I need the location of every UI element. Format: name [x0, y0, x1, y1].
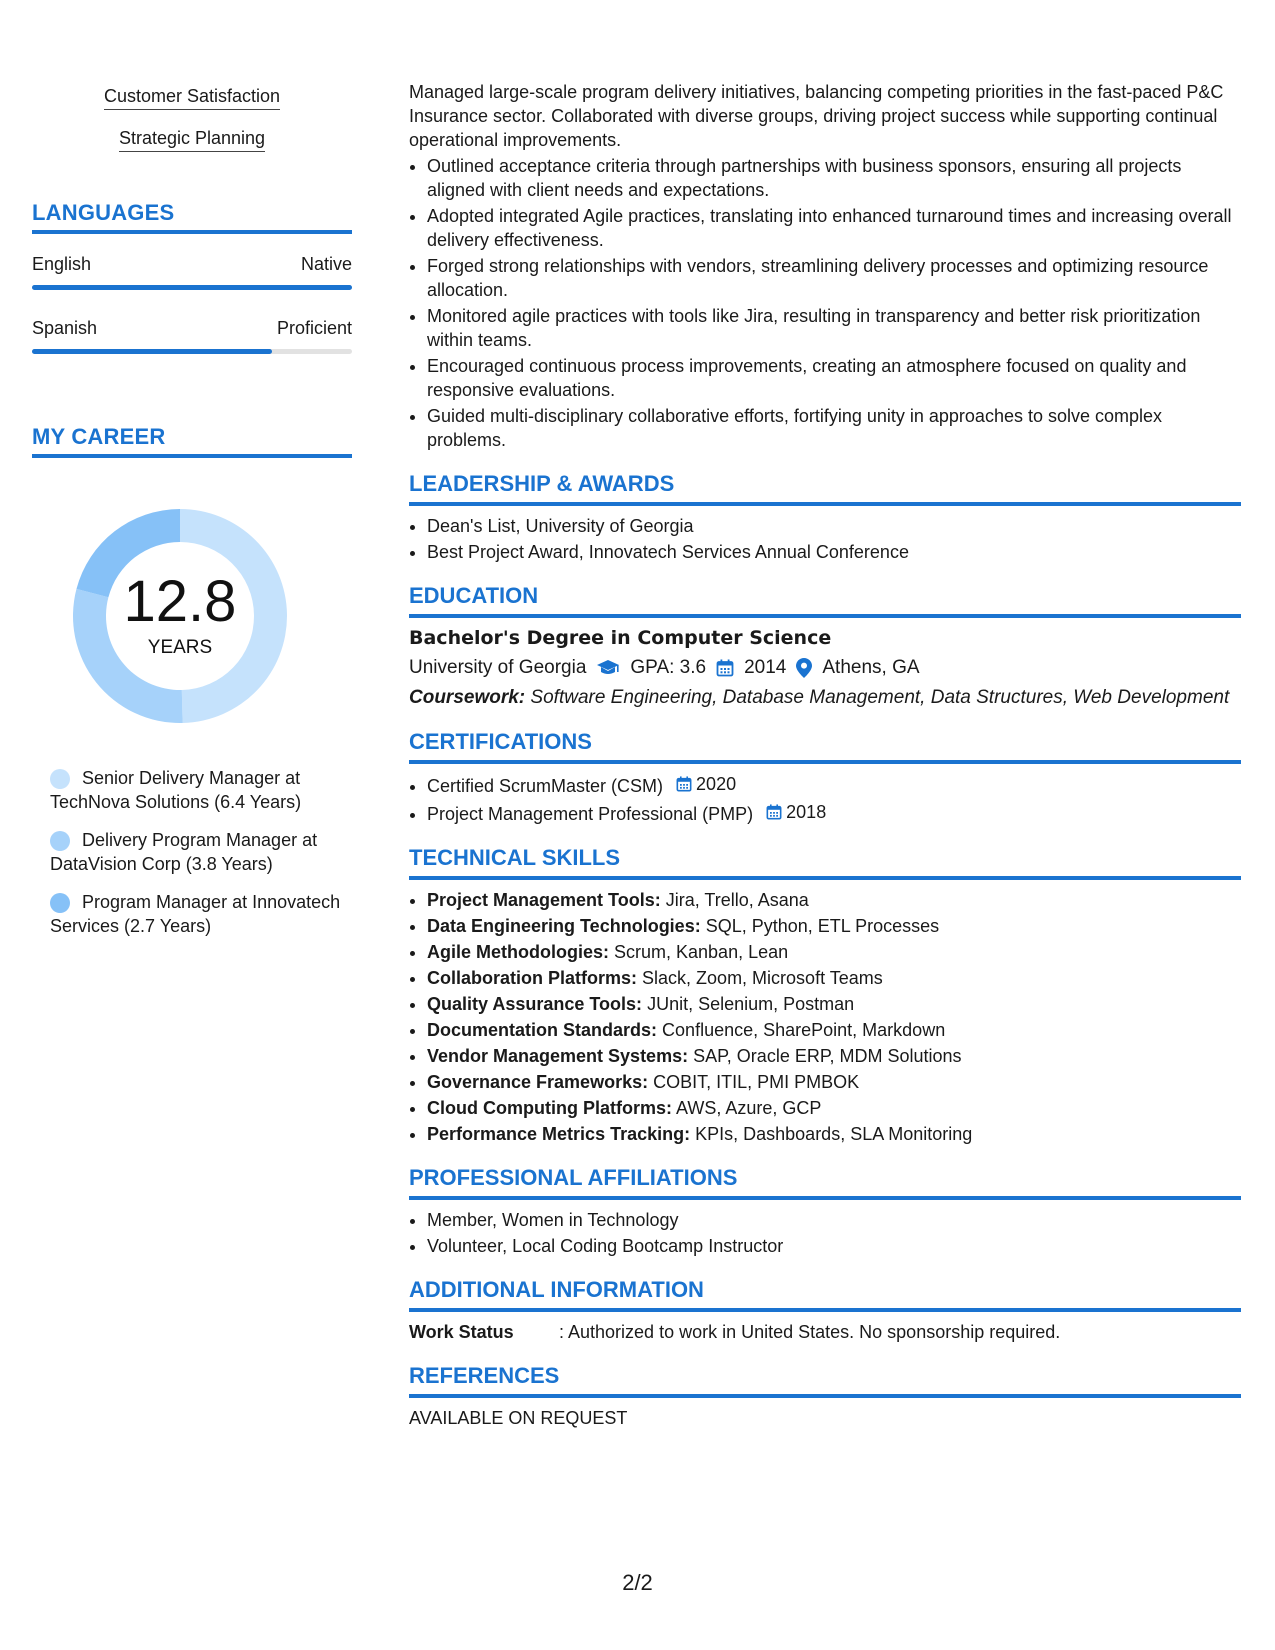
technical-skills-heading: TECHNICAL SKILLS: [409, 844, 1241, 880]
language-proficiency-fill: [32, 349, 272, 354]
experience-bullet: • Guided multi-disciplinary collaborative efforts, fortifying unity in approaches to solve complex problems.: [427, 404, 1241, 452]
languages-heading: LANGUAGES: [32, 200, 352, 234]
leadership-item: • Best Project Award, Innovatech Services Annual Conference: [427, 540, 1241, 564]
technical-skill-item: • Data Engineering Technologies: SQL, Python, ETL Processes: [427, 914, 1241, 938]
language-name: Spanish: [32, 318, 98, 338]
affiliation-item: • Volunteer, Local Coding Bootcamp Instructor: [427, 1234, 1241, 1258]
certification-year: 2018: [786, 802, 827, 822]
technical-skill-item: • Vendor Management Systems: SAP, Oracle ERP, MDM Solutions: [427, 1044, 1241, 1068]
career-legend: [32, 766, 352, 938]
career-heading: MY CAREER: [32, 424, 352, 458]
legend-dot: [50, 893, 70, 913]
experience-bullet: • Monitored agile practices with tools like Jira, resulting in transparency and better risk prioritization within teams.: [427, 304, 1241, 352]
language-proficiency-bar: [32, 285, 352, 290]
graduation-year: 2014: [744, 657, 787, 678]
certification-item: [427, 772, 1241, 798]
experience-summary: Managed large-scale program delivery initiatives, balancing competing priorities in the fast-paced P&C Insurance sector. Collaborated with diverse groups, driving project success while supporting continual operational improvements.: [409, 82, 1224, 150]
career-total-unit: YEARS: [147, 637, 213, 658]
additional-info-heading: ADDITIONAL INFORMATION: [409, 1276, 1241, 1312]
work-status-label: Work Status: [409, 1322, 514, 1342]
career-legend-item: Program Manager at Innovatech Services (2.7 Years): [50, 892, 341, 936]
language-item: [32, 254, 352, 290]
page-number: 2/2: [622, 1570, 653, 1595]
career-legend-item: Senior Delivery Manager at TechNova Solutions (6.4 Years): [50, 768, 302, 812]
school-location: Athens, GA: [822, 657, 920, 678]
language-name: English: [32, 254, 92, 274]
legend-dot: [50, 769, 70, 789]
coursework: Coursework: Software Engineering, Database Management, Data Structures, Web Development: [409, 687, 1230, 708]
graduation-cap-icon: [596, 659, 620, 677]
school-name: University of Georgia: [409, 657, 587, 678]
certification-item: [427, 800, 1241, 826]
calendar-icon: [716, 659, 734, 677]
affiliations-list: [409, 1208, 1241, 1258]
references-heading: REFERENCES: [409, 1362, 1241, 1398]
education-meta: [409, 656, 1241, 680]
technical-skill-item: • Cloud Computing Platforms: AWS, Azure, GCP: [427, 1096, 1241, 1120]
gpa: GPA: 3.6: [630, 657, 707, 678]
location-pin-icon: [796, 658, 812, 678]
leadership-heading: LEADERSHIP & AWARDS: [409, 470, 1241, 506]
language-proficiency-fill: [32, 285, 352, 290]
experience-bullet: • Encouraged continuous process improvements, creating an atmosphere focused on quality and responsive evaluations.: [427, 354, 1241, 402]
technical-skill-item: • Project Management Tools: Jira, Trello, Asana: [427, 888, 1241, 912]
skill-tag: Customer Satisfaction: [32, 86, 352, 110]
references-text: AVAILABLE ON REQUEST: [409, 1408, 628, 1428]
language-item: [32, 318, 352, 354]
experience-bullet: • Outlined acceptance criteria through partnerships with business sponsors, ensuring all projects aligned with client needs and expectations.: [427, 154, 1241, 202]
certifications-list: [409, 772, 1241, 826]
technical-skill-item: • Documentation Standards: Confluence, SharePoint, Markdown: [427, 1018, 1241, 1042]
work-status-value: : Authorized to work in United States. No sponsorship required.: [559, 1322, 1061, 1342]
certification-name: Certified ScrumMaster (CSM): [427, 776, 664, 796]
leadership-item: • Dean's List, University of Georgia: [427, 514, 1241, 538]
calendar-icon: [676, 776, 692, 792]
work-status-row: [409, 1320, 1241, 1344]
legend-dot: [50, 831, 70, 851]
language-level: Native: [300, 254, 352, 274]
experience-bullets: [409, 154, 1241, 452]
experience-bullet: • Forged strong relationships with vendors, streamlining delivery processes and optimizing resource allocation.: [427, 254, 1241, 302]
certifications-heading: CERTIFICATIONS: [409, 728, 1241, 764]
degree-title: Bachelor's Degree in Computer Science: [409, 627, 832, 649]
technical-skill-item: • Performance Metrics Tracking: KPIs, Dashboards, SLA Monitoring: [427, 1122, 1241, 1146]
career-legend-item: Delivery Program Manager at DataVision Corp (3.8 Years): [50, 830, 318, 874]
technical-skill-item: • Collaboration Platforms: Slack, Zoom, Microsoft Teams: [427, 966, 1241, 990]
technical-skills-list: [409, 888, 1241, 1146]
leadership-list: [409, 514, 1241, 564]
certification-name: Project Management Professional (PMP): [427, 804, 754, 824]
experience-bullet: • Adopted integrated Agile practices, translating into enhanced turnaround times and increasing overall delivery effectiveness.: [427, 204, 1241, 252]
technical-skill-item: • Governance Frameworks: COBIT, ITIL, PMI PMBOK: [427, 1070, 1241, 1094]
language-level: Proficient: [276, 318, 352, 338]
affiliation-item: • Member, Women in Technology: [427, 1208, 1241, 1232]
education-heading: EDUCATION: [409, 582, 1241, 618]
certification-year: 2020: [696, 774, 737, 794]
right-column: [409, 80, 1241, 1430]
career-total-years: 12.8: [123, 569, 237, 634]
career-donut-chart: [66, 502, 294, 730]
technical-skill-item: • Quality Assurance Tools: JUnit, Selenium, Postman: [427, 992, 1241, 1016]
skill-tag: Strategic Planning: [32, 128, 352, 152]
language-proficiency-bar: [32, 349, 352, 354]
calendar-icon: [766, 804, 782, 820]
coursework-label: Coursework:: [409, 687, 526, 708]
left-column: [32, 86, 352, 952]
affiliations-heading: PROFESSIONAL AFFILIATIONS: [409, 1164, 1241, 1200]
technical-skill-item: • Agile Methodologies: Scrum, Kanban, Lean: [427, 940, 1241, 964]
